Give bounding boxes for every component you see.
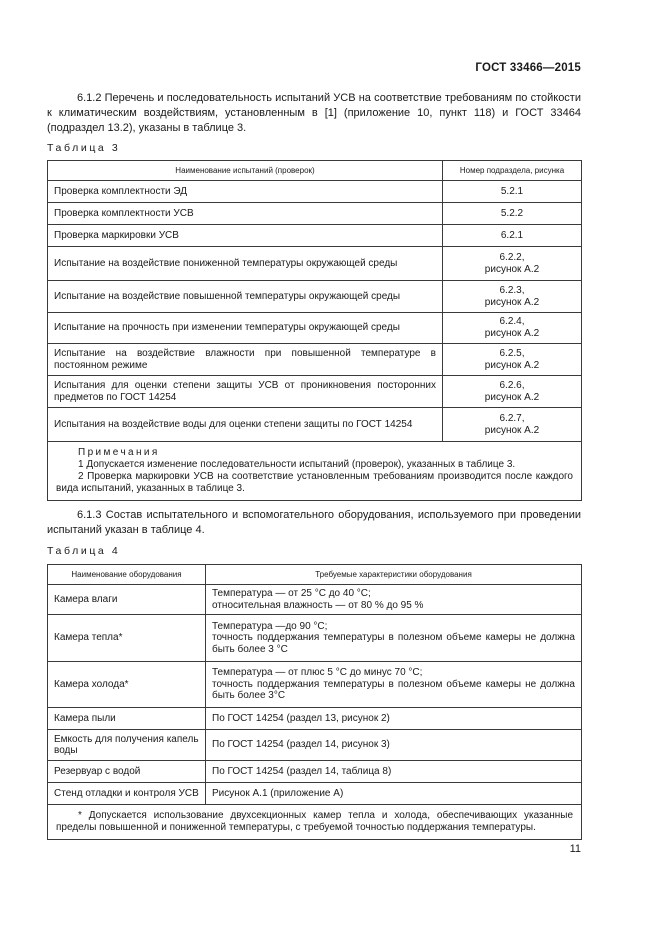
ref-line: рисунок А.2 — [484, 424, 540, 436]
equipment-spec — [206, 761, 582, 783]
table-row — [48, 376, 582, 408]
table-row — [48, 313, 582, 344]
ref-line: рисунок А.2 — [484, 359, 540, 371]
test-name: Проверка комплектности ЭД — [48, 181, 443, 203]
notes-title: Примечания — [78, 447, 160, 458]
test-name: Испытания на воздействие воды для оценки степени защиты по ГОСТ 14254 — [48, 408, 443, 442]
test-ref — [443, 376, 582, 408]
table-row — [48, 662, 582, 708]
ref-line: рисунок А.2 — [484, 328, 540, 339]
table-4 — [47, 564, 582, 840]
table-3-notes — [48, 442, 582, 501]
ref-line: рисунок А.2 — [484, 391, 540, 403]
ref-line: 6.2.4, — [499, 316, 525, 327]
equipment-name: Камера холода* — [48, 662, 206, 708]
equipment-spec — [206, 615, 582, 662]
test-ref — [443, 247, 582, 281]
page-number: 11 — [569, 843, 581, 855]
table-row — [48, 708, 582, 730]
table-row — [48, 761, 582, 783]
ref-line: 6.2.6, — [499, 379, 525, 391]
ref-line: 5.2.1 — [500, 185, 524, 197]
equipment-spec — [206, 585, 582, 615]
ref-line: 6.2.5, — [499, 347, 525, 359]
test-ref — [443, 281, 582, 313]
table-row — [48, 225, 582, 247]
table-4-header-spec: Требуемые характеристики оборудования — [206, 565, 582, 585]
equipment-name: Стенд отладки и контроля УСВ — [48, 783, 206, 805]
test-ref — [443, 344, 582, 376]
ref-line: 5.2.2 — [500, 207, 524, 219]
equipment-name: Камера пыли — [48, 708, 206, 730]
test-name: Проверка маркировки УСВ — [48, 225, 443, 247]
table-4-footnote-row — [48, 805, 582, 840]
ref-line: 6.2.2, — [499, 251, 525, 263]
test-name: Испытание на прочность при изменении температуры окружающей среды — [48, 313, 443, 344]
table-3-header-ref: Номер подраздела, рисунка — [443, 161, 582, 181]
equipment-name: Камера влаги — [48, 585, 206, 615]
test-name: Испытания для оценки степени защиты УСВ от проникновения посторонних предметов по ГОСТ 14254 — [48, 376, 443, 408]
test-ref — [443, 181, 582, 203]
table-row — [48, 730, 582, 761]
equipment-spec — [206, 783, 582, 805]
ref-line: рисунок А.2 — [484, 296, 540, 308]
table-3 — [47, 160, 582, 501]
spec-line: точность поддержания температуры в полезном объеме камеры не должна быть более 3°С — [212, 678, 575, 702]
ref-line: рисунок А.2 — [484, 263, 540, 275]
spec-line: точность поддержания температуры в полезном объеме камеры не должна быть более 3 °С — [212, 632, 575, 655]
equipment-name: Камера тепла* — [48, 615, 206, 662]
test-name: Испытание на воздействие пониженной температуры окружающей среды — [48, 247, 443, 281]
spec-line: Температура — от 25 °С до 40 °С; — [212, 588, 371, 599]
table-4-footnote: * Допускается использование двухсекционных камер тепла и холода, обеспечивающих указанные пределы повышенной и пониженной температуры, с требуемой точностью поддержания температуры. — [48, 805, 582, 840]
spec-line: Температура — от плюс 5 °С до минус 70 °С; — [212, 667, 423, 679]
table-4-caption: Таблица 4 — [47, 545, 121, 557]
table-row — [48, 247, 582, 281]
equipment-name: Резервуар с водой — [48, 761, 206, 783]
test-ref — [443, 408, 582, 442]
test-name: Испытание на воздействие влажности при повышенной температуре в постоянном режиме — [48, 344, 443, 376]
equipment-name: Емкость для получения капель воды — [48, 730, 206, 761]
spec-line: Рисунок А.1 (приложение А) — [212, 787, 344, 799]
equipment-spec — [206, 662, 582, 708]
section-6-1-3 — [47, 508, 581, 538]
table-row — [48, 203, 582, 225]
table-3-notes-row — [48, 442, 582, 501]
table-row — [48, 783, 582, 805]
table-3-caption: Таблица 3 — [47, 142, 121, 154]
test-ref — [443, 313, 582, 344]
test-ref — [443, 225, 582, 247]
equipment-spec — [206, 708, 582, 730]
note-item: 1 Допускается изменение последовательности испытаний (проверок), указанных в таблице 3. — [78, 459, 516, 470]
section-6-1-3-text: 6.1.3 Состав испытательного и вспомогательного оборудования, используемого при проведении испытаний указан в таблице 4. — [47, 509, 581, 536]
ref-line: 6.2.7, — [499, 412, 525, 424]
equipment-spec — [206, 730, 582, 761]
section-6-1-2-text: 6.1.2 Перечень и последовательность испытаний УСВ на соответствие требованиям по стойкости к климатическим воздействиям, установленным в [1] (приложение 10, пункт 118) и ГОСТ 33464 (подраздел 13.2), указаны в таблице 3. — [47, 92, 581, 134]
spec-line: По ГОСТ 14254 (раздел 14, рисунок 3) — [212, 739, 390, 751]
document-standard-id: ГОСТ 33466—2015 — [475, 62, 581, 74]
table-3-header-name: Наименование испытаний (проверок) — [48, 161, 443, 181]
table-row — [48, 281, 582, 313]
table-row — [48, 615, 582, 662]
ref-line: 6.2.3, — [499, 284, 525, 296]
note-item: 2 Проверка маркировки УСВ на соответствие установленным требованиям производится после каждого вида испытаний, указанных в таблице 3. — [56, 471, 573, 494]
table-row — [48, 181, 582, 203]
test-name: Испытание на воздействие повышенной температуры окружающей среды — [48, 281, 443, 313]
spec-line: относительная влажность — от 80 % до 95 % — [212, 599, 424, 611]
table-row — [48, 585, 582, 615]
test-name: Проверка комплектности УСВ — [48, 203, 443, 225]
table-row — [48, 344, 582, 376]
spec-line: По ГОСТ 14254 (раздел 13, рисунок 2) — [212, 712, 390, 724]
table-row — [48, 408, 582, 442]
spec-line: Температура —до 90 °С; — [212, 620, 328, 632]
section-6-1-2 — [47, 91, 581, 136]
spec-line: По ГОСТ 14254 (раздел 14, таблица 8) — [212, 765, 392, 777]
ref-line: 6.2.1 — [500, 229, 524, 241]
test-ref — [443, 203, 582, 225]
table-4-header-name: Наименование оборудования — [48, 565, 206, 585]
